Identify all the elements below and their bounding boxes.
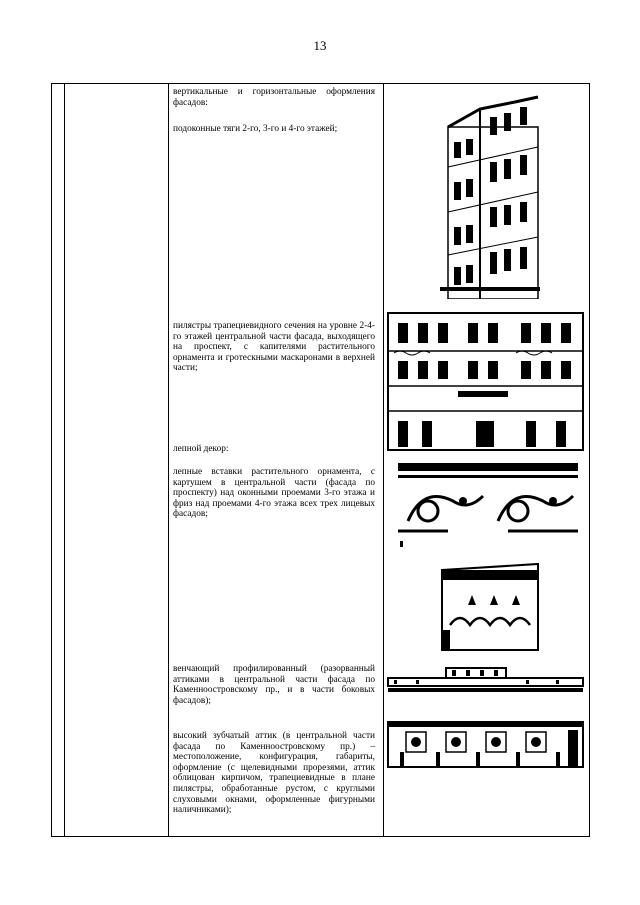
row-text-window-sills: подоконные тяги 2-го, 3-го и 4-го этажей; [173, 124, 338, 134]
attic-photo [386, 712, 585, 772]
page-number: 13 [313, 38, 327, 53]
row-text-stucco-inserts: лепные вставки растительного орнамента, с картушем в центральной части (фасада по проспекту) над оконными проемами 3-го этажа и фриз над проемами 4-го этажа всех трех лицевых фасадов; [173, 467, 375, 520]
stucco-detail-photo [438, 560, 542, 652]
cornice-photo [386, 662, 585, 697]
column-divider [383, 84, 384, 836]
stucco-ornament-photo [388, 461, 584, 551]
row-text-attic: высокий зубчатый аттик (в центральной части фасада по Каменноостровскому пр.) – местоположение, конфигурация, габариты, оформление (с щелевидными прорезями, аттик облицован кирпичом, трапециевидные в плане пилястры, обработанные рустом, с круглыми слуховыми окнами, оформленные фигурными наличниками); [173, 731, 375, 816]
row-text-facade-design: вертикальные и горизонтальные оформления фасадов: [173, 87, 375, 108]
column-divider [168, 84, 169, 836]
building-facade-photo [386, 311, 585, 452]
column-divider [64, 84, 65, 836]
row-text-stucco-heading: лепной декор: [173, 444, 229, 454]
row-text-cornice: венчающий профилированный (разорванный аттиками в центральной части фасада по Каменноостровскому пр., и в части боковых фасадов); [173, 664, 375, 706]
row-text-pilasters: пилястры трапециевидного сечения на уровне 2-4-го этажей центральной части фасада, выходящего на проспект, с капителями растительного орнамента и гротескными маскаронами в верхней части; [173, 321, 375, 374]
building-corner-photo [440, 87, 540, 299]
